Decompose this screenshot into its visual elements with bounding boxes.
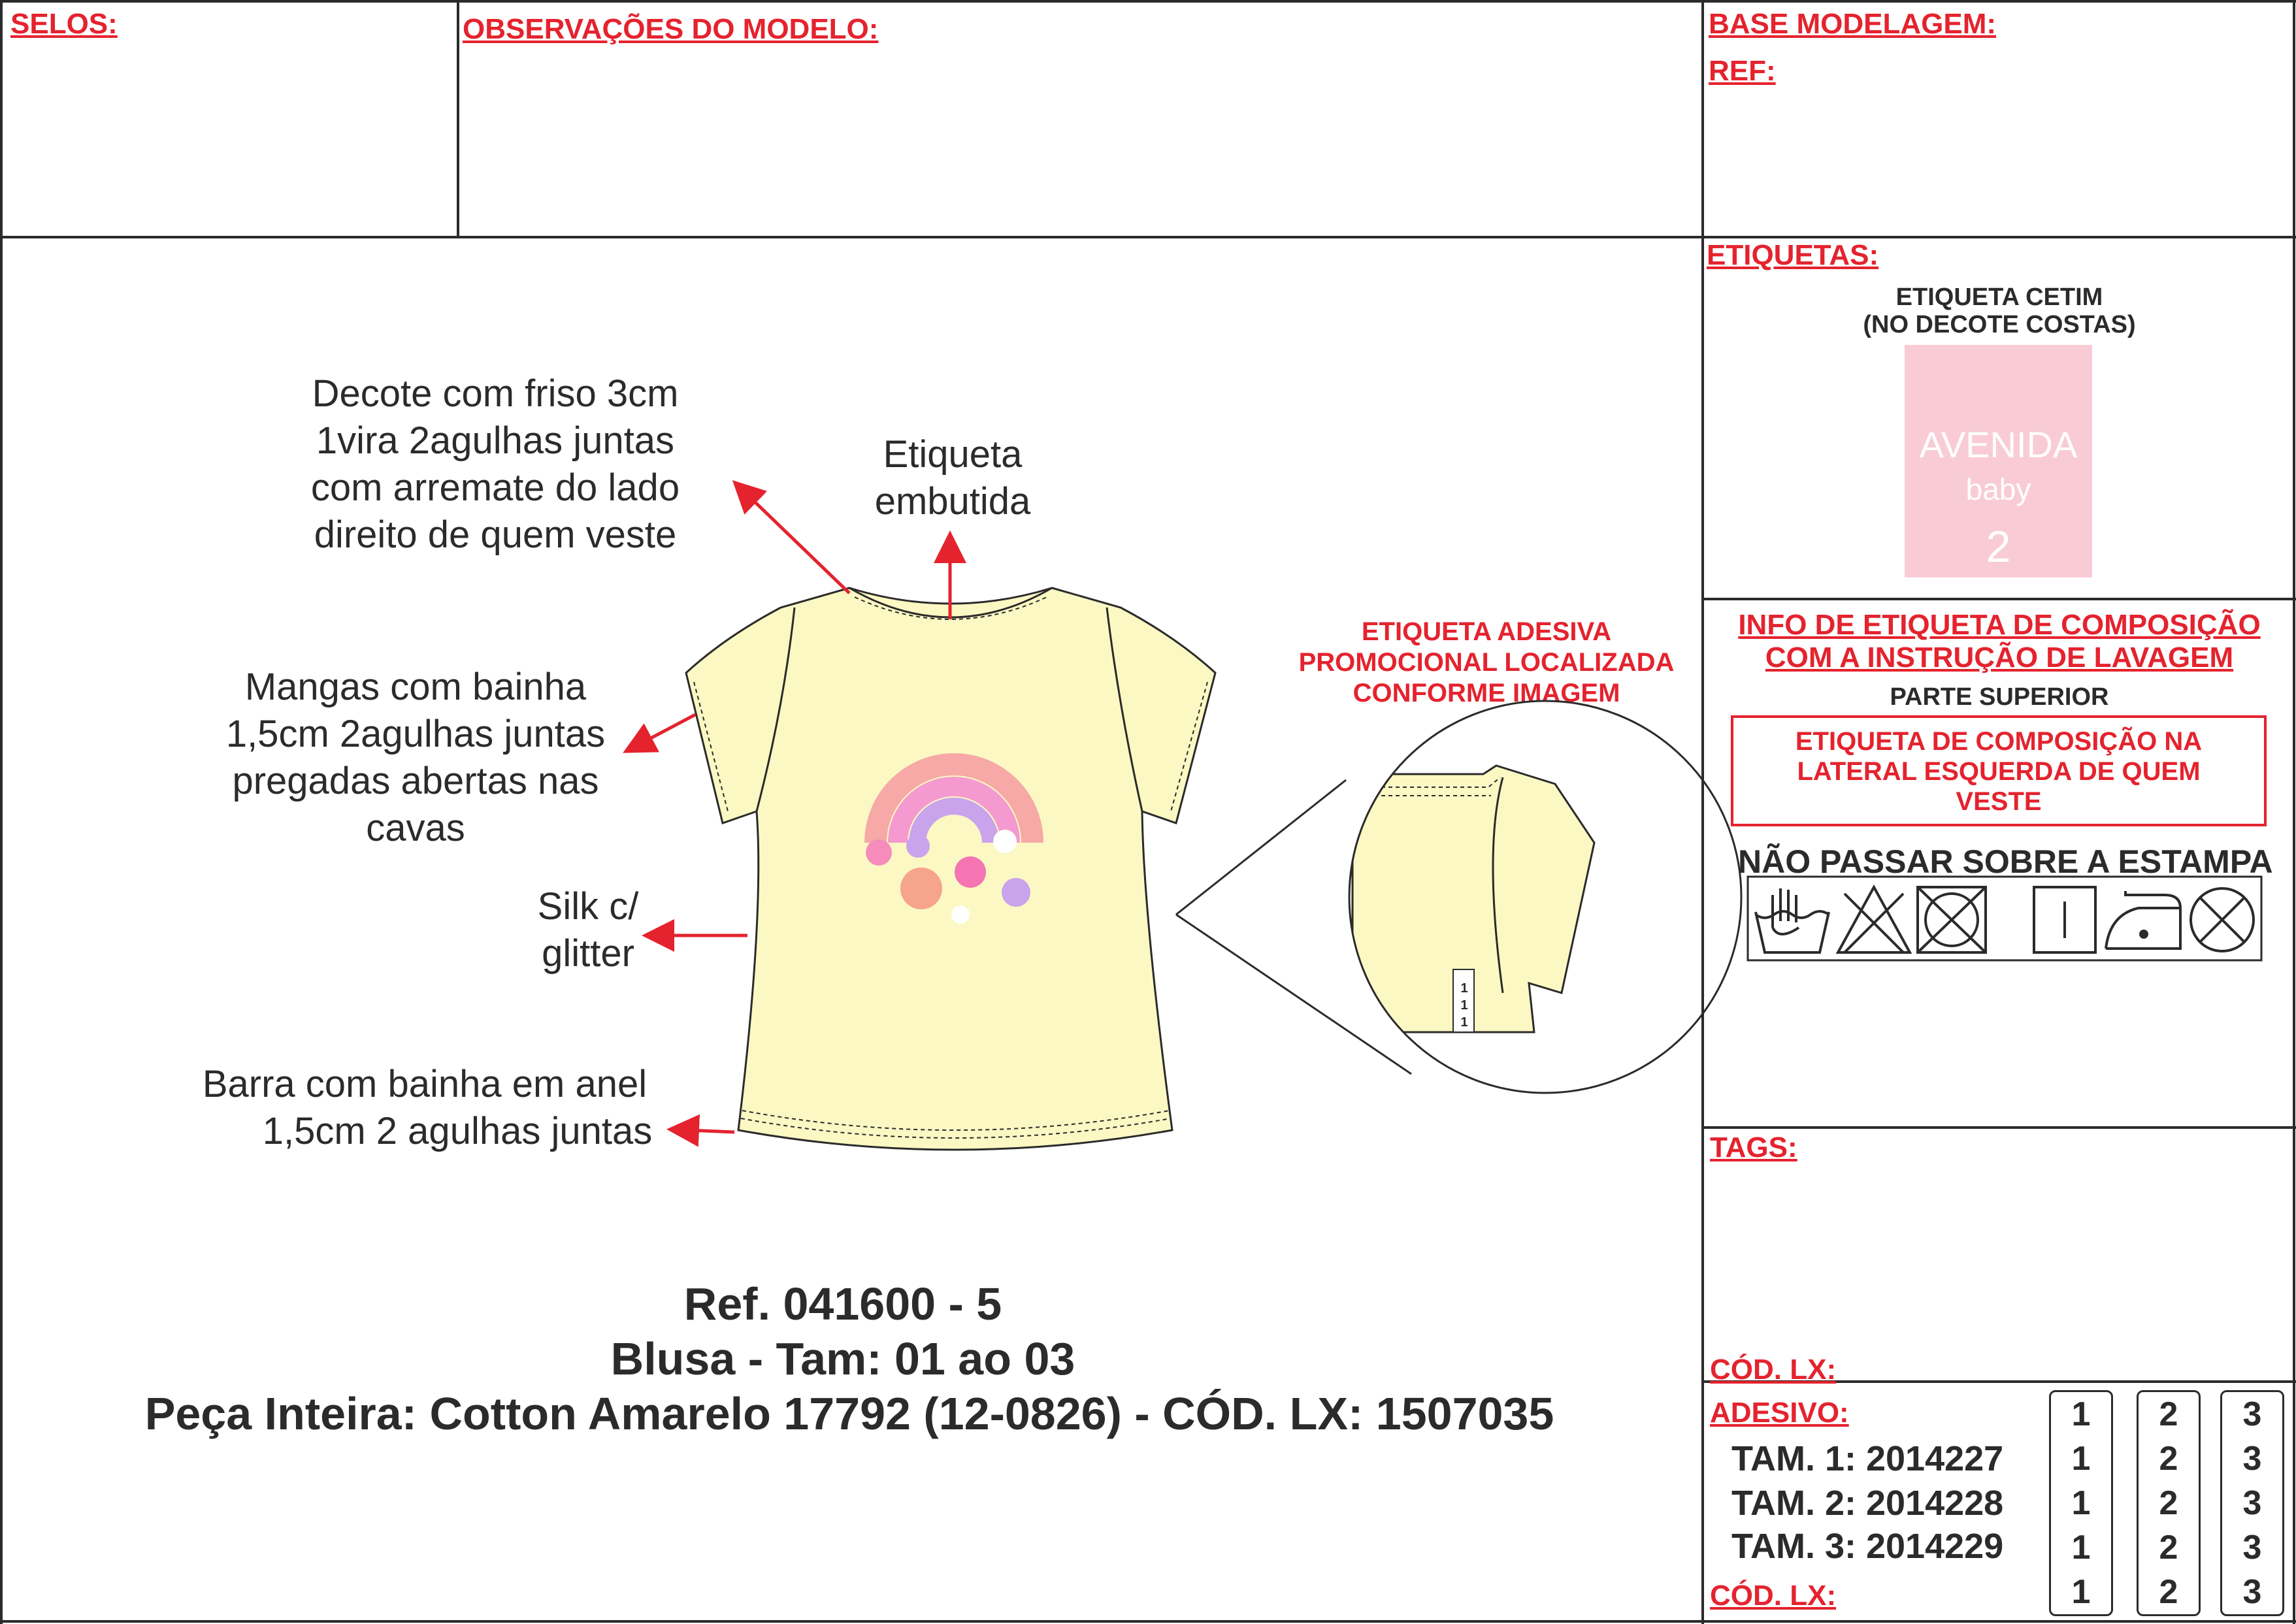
adesivo-tam-1: TAM. 1: 2014227 xyxy=(1731,1439,2004,1478)
product-name: Blusa - Tam: 01 ao 03 xyxy=(610,1333,1075,1384)
sticker-digits xyxy=(1453,980,1475,1031)
note-etiqueta-line-1: Etiqueta xyxy=(883,433,1023,476)
adesivo-col3-cell: 3 xyxy=(2242,1529,2262,1567)
adesivo-column-2 xyxy=(2137,1390,2201,1616)
adesivo-col1-cell: 1 xyxy=(2071,1573,2091,1611)
adesivo-col1-cell: 1 xyxy=(2071,1440,2091,1478)
etiqueta-cetim-subtitle: (NO DECOTE COSTAS) xyxy=(1863,311,2136,338)
selos-heading: SELOS: xyxy=(10,8,118,40)
observacoes-heading: OBSERVAÇÕES DO MODELO: xyxy=(463,13,879,45)
adesivo-col2-cell: 2 xyxy=(2159,1529,2178,1567)
adesivo-col3-cell: 3 xyxy=(2242,1484,2262,1522)
note-silk-line-1: Silk c/ xyxy=(537,885,639,928)
sticker-digit-2: 1 xyxy=(1460,998,1468,1013)
adesivo-heading: ADESIVO: xyxy=(1710,1397,1849,1429)
parte-superior: PARTE SUPERIOR xyxy=(1890,683,2109,711)
note-barra-line-2: 1,5cm 2 agulhas juntas xyxy=(262,1110,653,1152)
satin-label-sub: baby xyxy=(1965,472,2031,506)
cod-lx-adesivo-heading: CÓD. LX: xyxy=(1710,1580,1837,1612)
composicao-title-1: INFO DE ETIQUETA DE COMPOSIÇÃO xyxy=(1738,609,2261,641)
adesivo-col2-cell: 2 xyxy=(2159,1484,2178,1522)
composicao-title-2: COM A INSTRUÇÃO DE LAVAGEM xyxy=(1765,641,2234,674)
sticker-digit-1: 1 xyxy=(1460,981,1468,996)
note-adesiva-line-1: ETIQUETA ADESIVA xyxy=(1361,617,1612,646)
note-mangas-line-2: 1,5cm 2agulhas juntas xyxy=(225,713,606,755)
sticker-digit-3: 1 xyxy=(1460,1015,1468,1030)
adesivo-col3-cell: 3 xyxy=(2242,1395,2262,1433)
tshirt-front xyxy=(686,588,1215,1150)
adesivo-col1-cell: 1 xyxy=(2071,1529,2091,1567)
product-ref: Ref. 041600 - 5 xyxy=(683,1278,1002,1329)
adesivo-tam-2: TAM. 2: 2014228 xyxy=(1731,1484,2004,1523)
nao-passar-warning: NÃO PASSAR SOBRE A ESTAMPA xyxy=(1738,843,2273,880)
note-mangas-line-1: Mangas com bainha xyxy=(244,666,587,708)
adesivo-col3-cell: 3 xyxy=(2242,1573,2262,1611)
note-silk-line-2: glitter xyxy=(542,932,634,975)
note-barra-line-1: Barra com bainha em anel xyxy=(202,1063,648,1105)
sticker-detail-callout xyxy=(1176,701,1741,1093)
note-mangas-line-3: pregadas abertas nas xyxy=(232,760,599,802)
note-decote-line-2: 1vira 2agulhas juntas xyxy=(316,419,675,462)
note-decote-line-1: Decote com friso 3cm xyxy=(312,372,679,415)
composicao-box-line-2: LATERAL ESQUERDA DE QUEM xyxy=(1797,757,2201,786)
note-decote-line-4: direito de quem veste xyxy=(314,513,677,556)
arrow-barra xyxy=(673,1129,734,1132)
product-material: Peça Inteira: Cotton Amarelo 17792 (12-0826) - CÓD. LX: 1507035 xyxy=(144,1388,1554,1439)
adesivo-col2-cell: 2 xyxy=(2159,1440,2178,1478)
note-mangas-line-4: cavas xyxy=(366,807,465,849)
ref-heading: REF: xyxy=(1709,55,1776,87)
note-adesiva-line-3: CONFORME IMAGEM xyxy=(1353,679,1620,707)
adesivo-tam-3: TAM. 3: 2014229 xyxy=(1731,1527,2004,1566)
adesivo-col3-cell: 3 xyxy=(2242,1440,2262,1478)
arrow-decote xyxy=(737,485,849,593)
satin-label-brand: AVENIDA xyxy=(1919,424,2078,465)
adesivo-col1-cell: 1 xyxy=(2071,1395,2091,1433)
adesivo-column-3 xyxy=(2220,1390,2284,1616)
satin-label-size: 2 xyxy=(1986,522,2011,572)
composicao-box-line-3: VESTE xyxy=(1956,787,2042,816)
adesivo-col2-cell: 2 xyxy=(2159,1573,2178,1611)
note-decote-line-3: com arremate do lado xyxy=(310,466,680,509)
etiquetas-heading: ETIQUETAS: xyxy=(1707,239,1879,271)
note-adesiva-line-2: PROMOCIONAL LOCALIZADA xyxy=(1298,648,1675,677)
cod-lx-tags-heading: CÓD. LX: xyxy=(1710,1354,1837,1386)
note-etiqueta-line-2: embutida xyxy=(874,480,1031,523)
etiqueta-cetim-title: ETIQUETA CETIM xyxy=(1895,284,2103,311)
tags-heading: TAGS: xyxy=(1710,1131,1797,1163)
composicao-box-line-1: ETIQUETA DE COMPOSIÇÃO NA xyxy=(1795,727,2203,756)
arrow-mangas xyxy=(629,715,695,750)
adesivo-col2-cell: 2 xyxy=(2159,1395,2178,1433)
adesivo-column-1 xyxy=(2049,1390,2113,1616)
adesivo-col1-cell: 1 xyxy=(2071,1484,2091,1522)
base-modelagem-heading: BASE MODELAGEM: xyxy=(1709,8,1996,40)
